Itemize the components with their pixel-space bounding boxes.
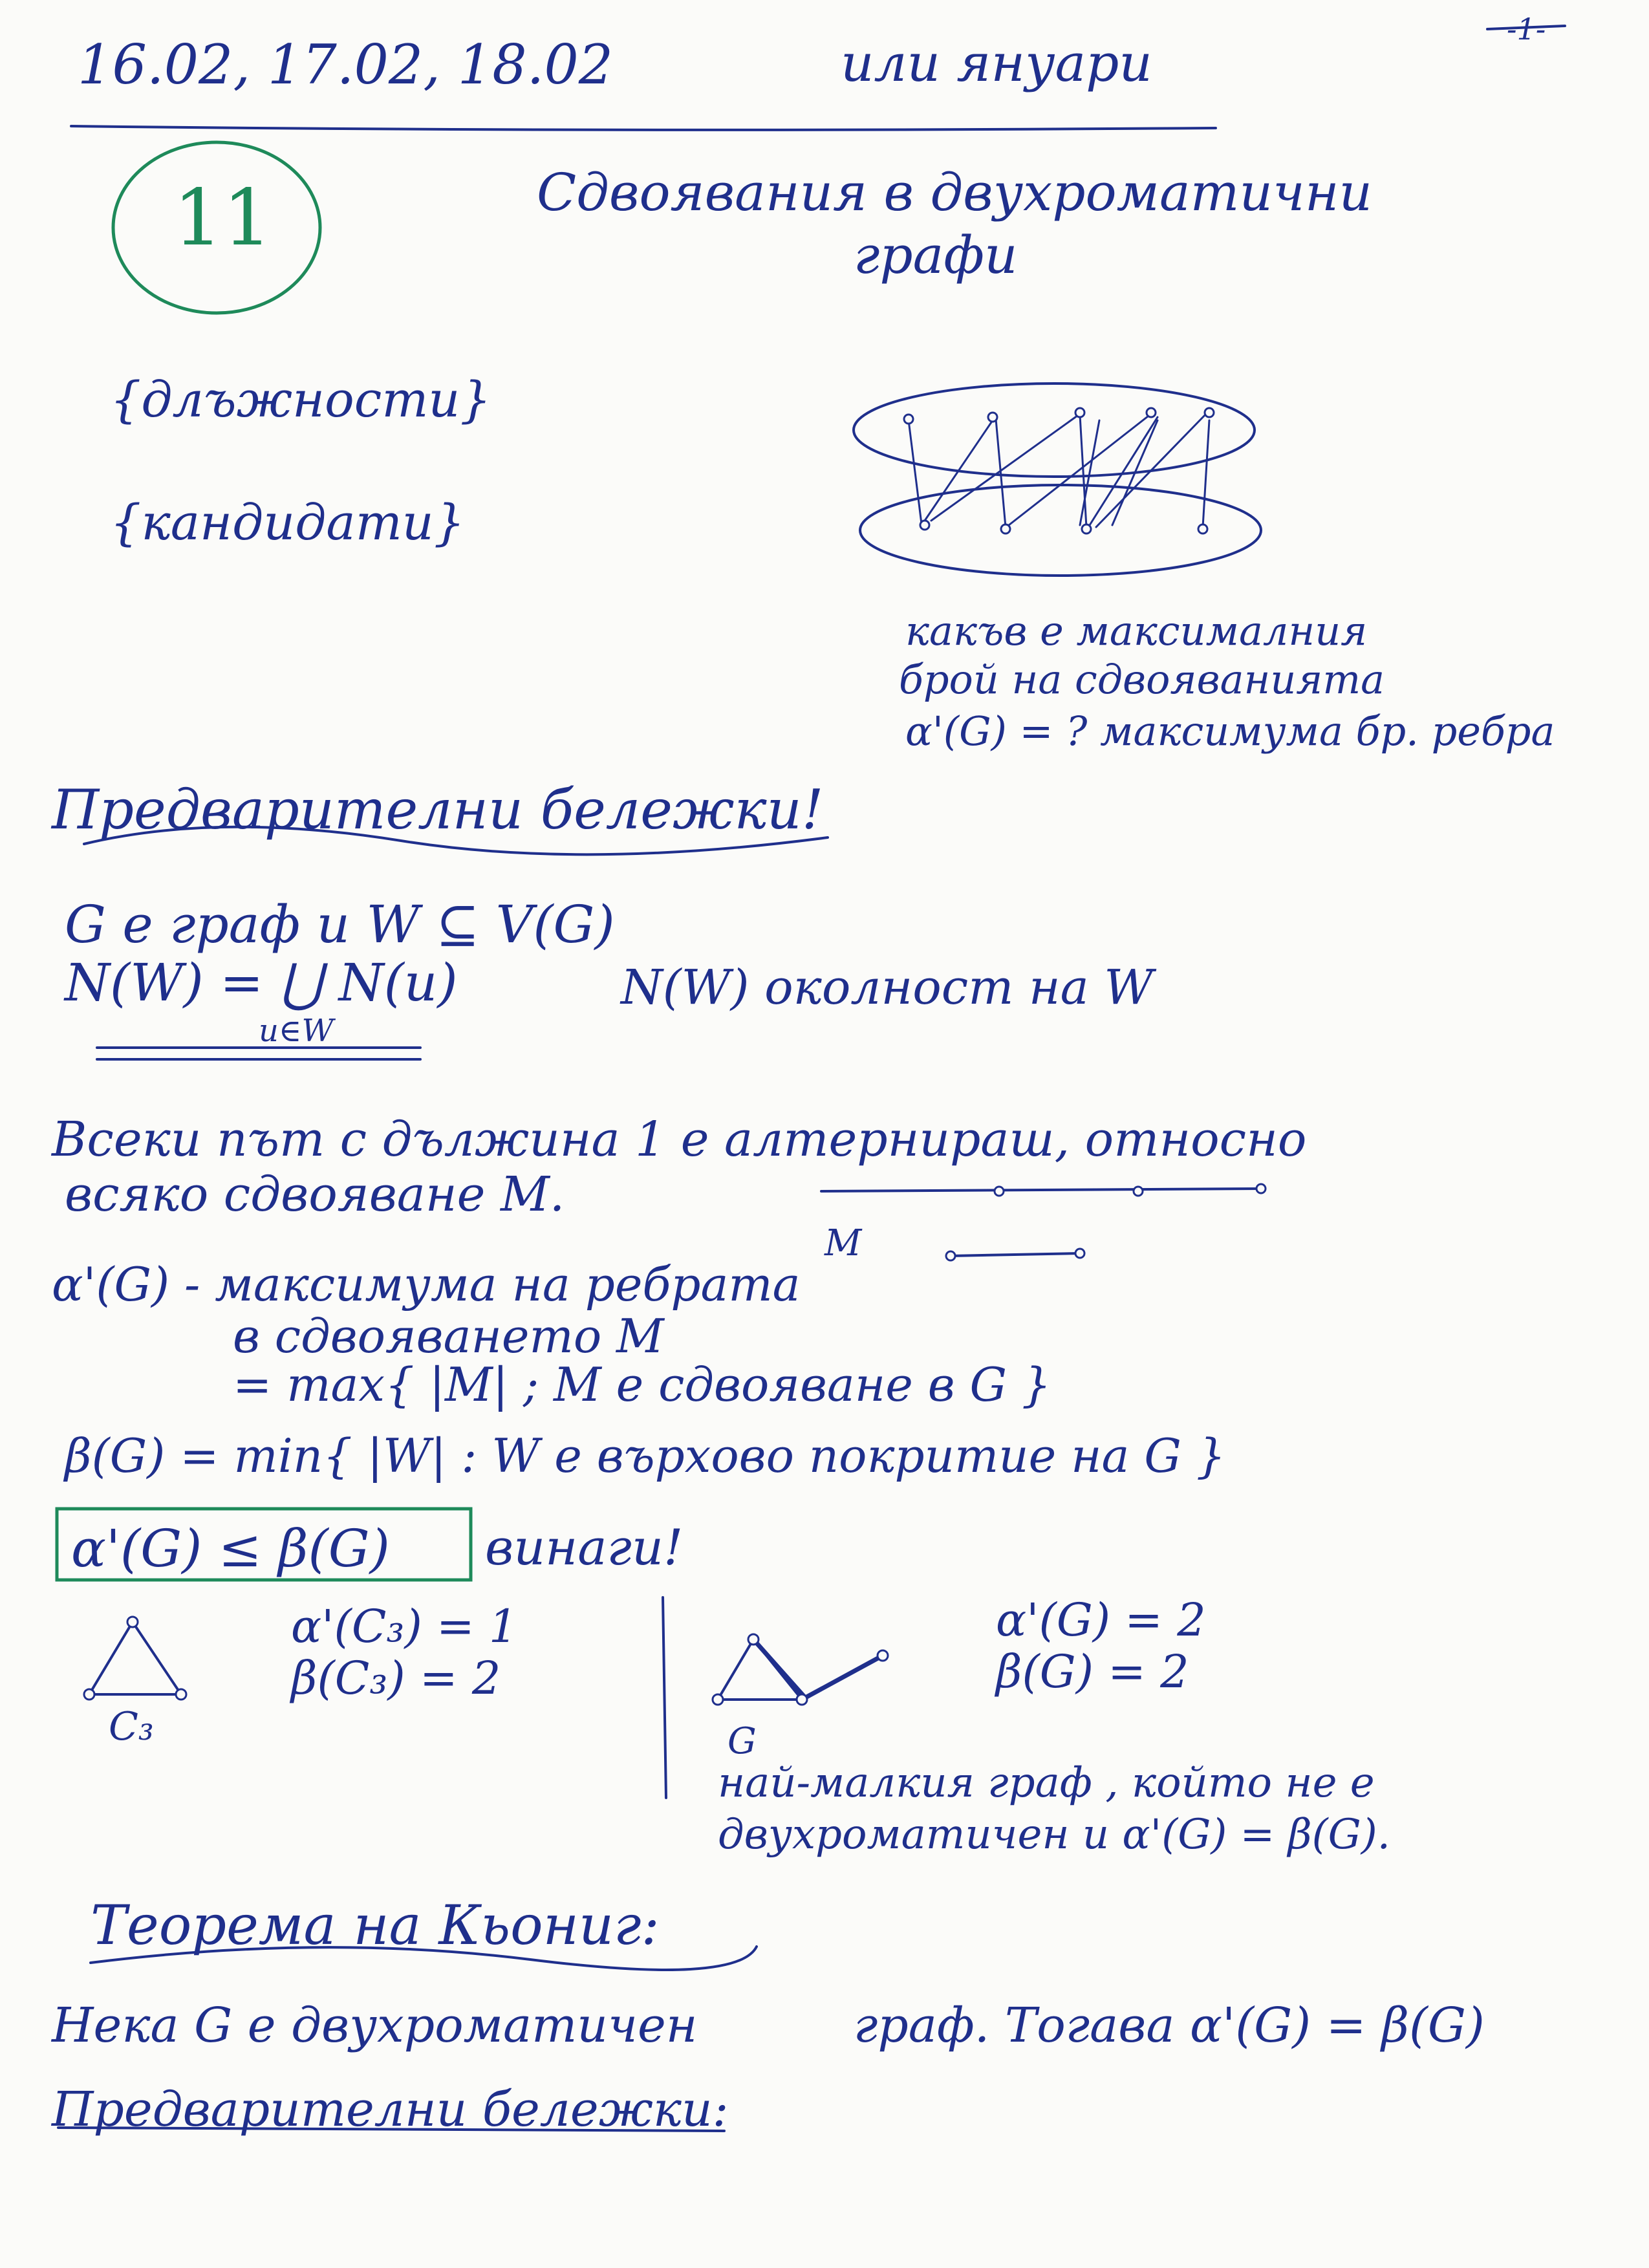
g-note-line2: двухроматичен и α'(G) = β(G). — [718, 1811, 1390, 1859]
c3-triangle-sketch — [84, 1617, 186, 1700]
konig-statement-left: Нека G е двухроматичен — [52, 1998, 698, 2053]
g-beta: β(G) = 2 — [996, 1645, 1189, 1698]
set-candidates: {кандидати} — [110, 493, 466, 551]
prelim-line1: G е граф и W ⊆ V(G) — [65, 894, 615, 955]
page-number: -1- — [1507, 12, 1546, 47]
alpha-definition-line1: α'(G) - максимума на ребрата — [52, 1257, 801, 1312]
question-line1: какъв е максималния — [905, 607, 1368, 654]
paths-line2: всяко сдвояване M. — [65, 1167, 565, 1222]
footer-heading-underline — [58, 2128, 724, 2131]
c3-alpha: α'(C₃) = 1 — [291, 1600, 518, 1653]
question-line2: брой на сдвояванията — [899, 656, 1385, 703]
examples-divider — [663, 1597, 666, 1798]
alpha-question-formula: α'(G) = ? максимума бр. ребра — [905, 707, 1555, 755]
beta-definition: β(G) = min{ |W| : W е върхово покритие на G } — [65, 1429, 1226, 1483]
alpha-beta-inequality: α'(G) ≤ β(G) — [71, 1518, 390, 1579]
inequality-box — [57, 1509, 471, 1580]
alpha-definition-line2: в сдвояването M — [233, 1309, 664, 1363]
always-note: винаги! — [485, 1518, 684, 1576]
g-note-line1: най-малкия граф , който не е — [718, 1759, 1375, 1807]
prelim-block-rule — [97, 1048, 420, 1059]
paths-line1: Всеки път с дължина 1 е алтернираш, относно — [52, 1112, 1307, 1167]
header-alternative: или януари — [841, 33, 1152, 93]
konig-heading-underline — [91, 1947, 757, 1970]
konig-heading: Теорема на Кьониг: — [91, 1894, 660, 1957]
konig-statement-right: граф. Тогава α'(G) = β(G) — [854, 1998, 1485, 2053]
header-underline — [71, 126, 1216, 130]
bipartite-graph-sketch — [854, 383, 1261, 576]
lecture-title-line1: Сдвоявания в двухроматични — [537, 162, 1373, 222]
prelim-heading: Предварителни бележки! — [52, 778, 824, 841]
lecture-number: 11 — [173, 173, 272, 263]
page-number-mark — [1487, 26, 1565, 29]
header-dates: 16.02, 17.02, 18.02 — [78, 33, 614, 96]
alpha-definition-line3: = max{ |M| ; M е сдвояване в G } — [233, 1357, 1051, 1412]
c3-beta: β(C₃) = 2 — [291, 1652, 501, 1705]
lecture-title-line2: графи — [854, 225, 1018, 285]
g-label: G — [727, 1720, 757, 1762]
set-positions: {длъжности} — [110, 371, 491, 428]
prelim-neighbourhood-note: N(W) околност на W — [621, 960, 1154, 1015]
matching-label: M — [824, 1222, 862, 1264]
prelim-heading-underline — [84, 827, 828, 855]
lecture-number-circle — [113, 142, 320, 313]
prelim-neighbourhood: N(W) = ⋃ N(u) — [65, 953, 458, 1013]
prelim-union-index: u∈W — [259, 1013, 334, 1049]
footer-prelim-heading: Предварителни бележки: — [52, 2082, 729, 2137]
c3-label: C₃ — [109, 1704, 154, 1749]
g-graph-sketch — [713, 1634, 888, 1705]
alternating-path-sketch — [821, 1184, 1266, 1264]
g-alpha: α'(G) = 2 — [996, 1593, 1206, 1647]
